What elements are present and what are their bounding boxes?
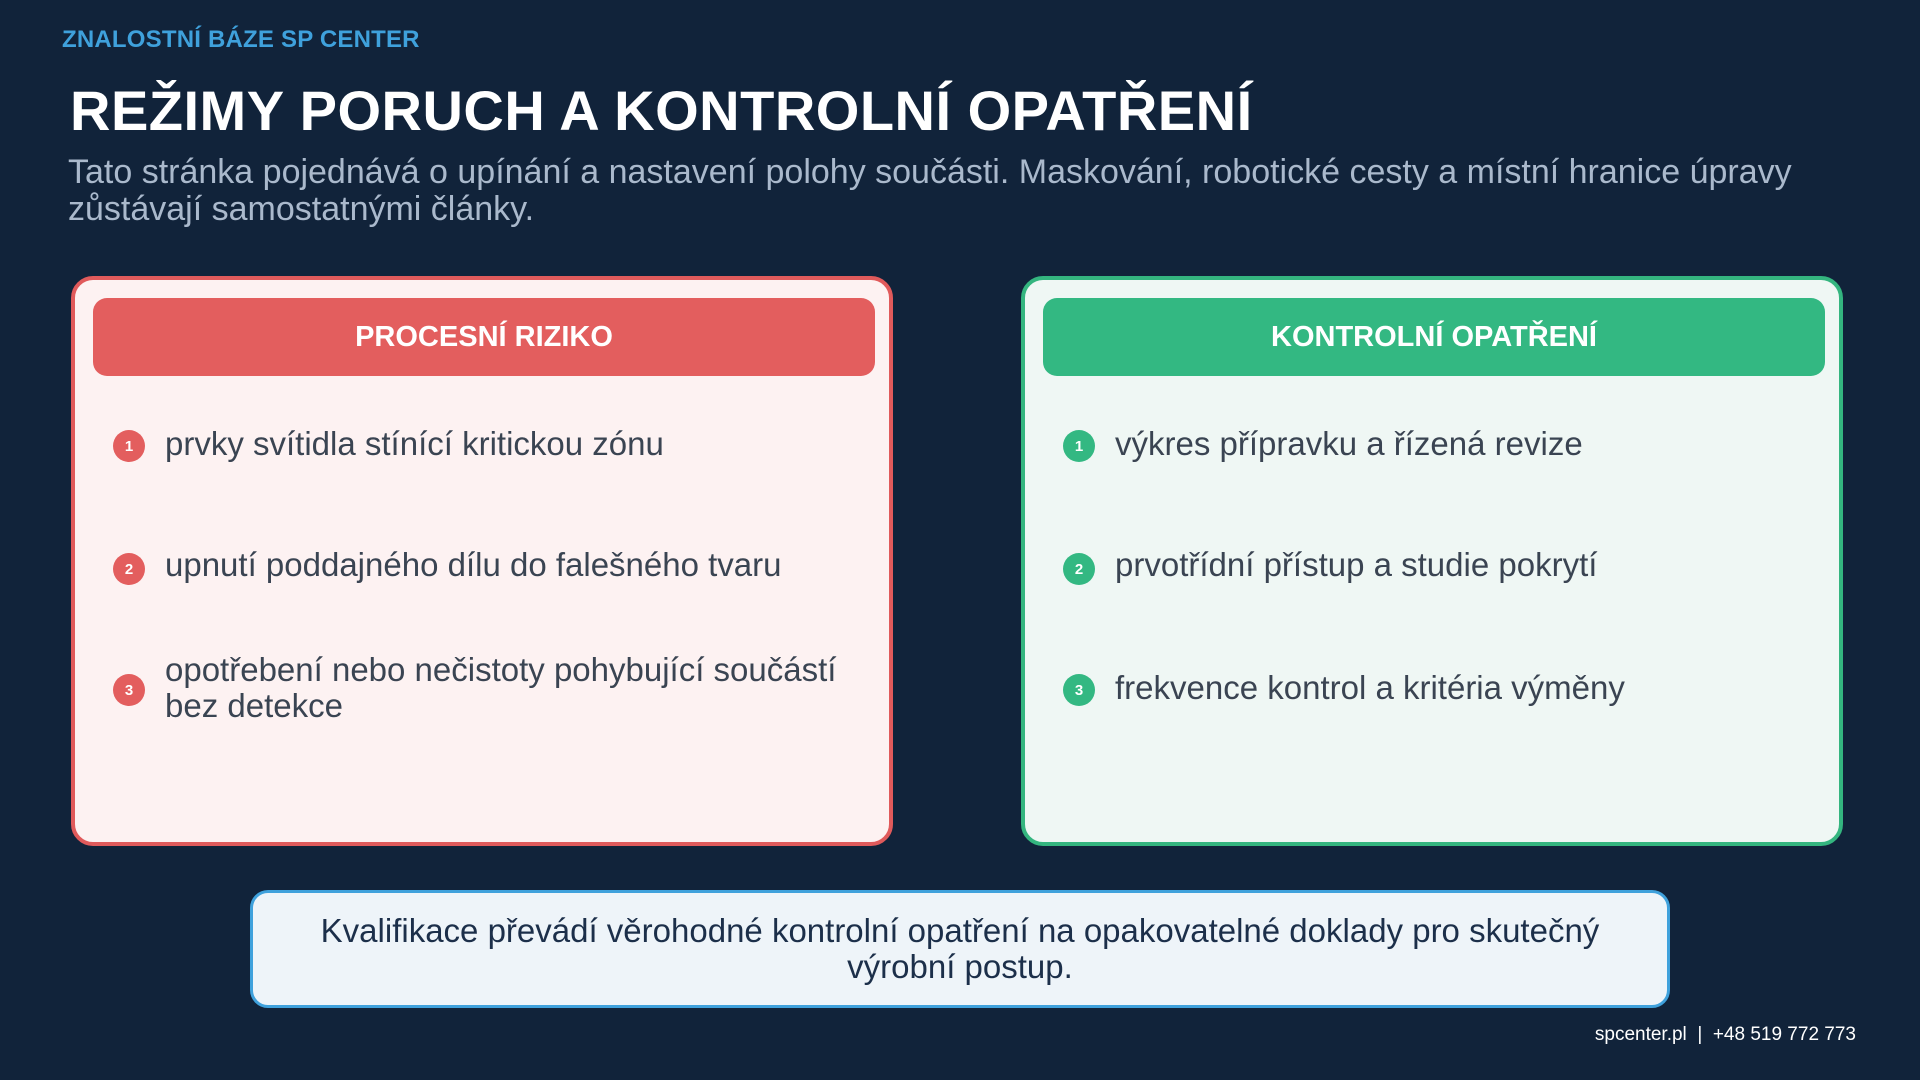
footer-contact: spcenter.pl | +48 519 772 773 (1594, 1024, 1856, 1045)
conclusion-text: Kvalifikace převádí věrohodné kontrolní opatření na opakovatelné doklady pro skutečný výrobní postup. (320, 912, 1600, 985)
control-card-header: KONTROLNÍ OPATŘENÍ (1043, 298, 1825, 376)
page-subtitle: Tato stránka pojednává o upínání a nastavení polohy součásti. Maskování, robotické cesty a místní hranice úpravy zůstávají samostatnými články. (68, 153, 1792, 228)
number-badge: 1 (113, 430, 145, 462)
number-badge: 2 (113, 553, 145, 585)
risk-card (71, 276, 893, 846)
risk-item-text: prvky svítidla stínící kritickou zónu (165, 425, 664, 462)
number-badge: 2 (1063, 553, 1095, 585)
control-card (1021, 276, 1843, 846)
kicker: ZNALOSTNÍ BÁZE SP CENTER (62, 26, 420, 53)
page-title: REŽIMY PORUCH A KONTROLNÍ OPATŘENÍ (70, 79, 1253, 142)
conclusion-banner (250, 890, 1670, 1008)
control-item-text: frekvence kontrol a kritéria výměny (1115, 669, 1625, 706)
number-badge: 3 (113, 674, 145, 706)
risk-item-text: upnutí poddajného dílu do falešného tvaru (165, 546, 782, 583)
control-item-text: prvotřídní přístup a studie pokrytí (1115, 546, 1598, 583)
risk-item-text: opotřebení nebo nečistoty pohybující součástí bez detekce (165, 651, 837, 724)
risk-card-header: PROCESNÍ RIZIKO (93, 298, 875, 376)
number-badge: 3 (1063, 674, 1095, 706)
control-item-text: výkres přípravku a řízená revize (1115, 425, 1583, 462)
number-badge: 1 (1063, 430, 1095, 462)
